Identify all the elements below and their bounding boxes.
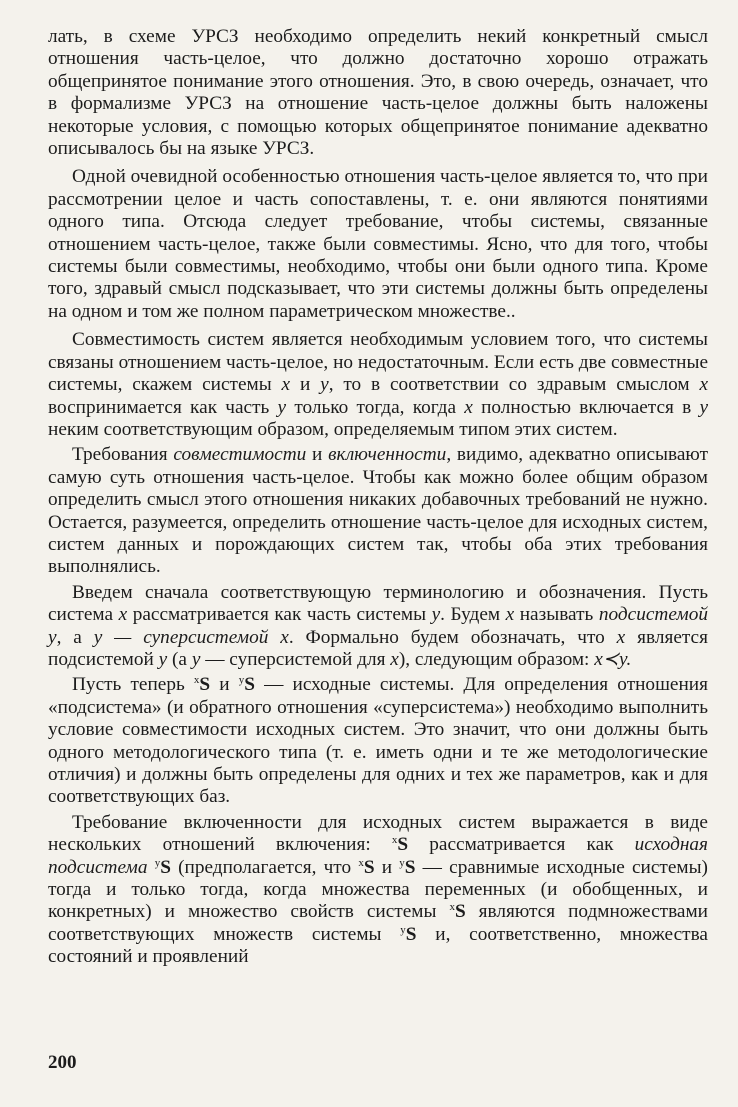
paragraph-4: Требования совместимости и включенности, видимо, адекватно описывают самую суть отношения часть-целое. Чтобы как можно более общим образом определить смысл этого отношения никаких добавочных требований не нужно. Остается, разумеется, определить отношение часть-целое для исходных систем, систем данных и порождающих систем так, чтобы оба этих требования выполнялись. [48,444,708,578]
paragraph-7: Требование включенности для исходных систем выражается в виде нескольких отношений включения: $^x$S рассматривается как исходная подсистема $^y$S (предполагается, что $^x$S и $^y$S — сравнимые исходные системы) тогда и только тогда, когда множества переменных (и обобщенных, и конкретных) и множество свойств системы $^x$S являются подмножествами соответствующих множеств системы $^y$S и, соответственно, множества состояний и проявлений [48,811,708,968]
paragraph-3: Совместимость систем является необходимым условием того, что системы связаны отношением часть-целое, но недостаточным. Если есть две совместные системы, скажем системы x и y, то в соответствии со здравым смыслом x воспринимается как часть y только тогда, когда x полностью включается в y неким соответствующим образом, определяемым типом этих систем. [48,329,709,440]
paragraph-6: Пусть теперь $^x$S и $^y$S — исходные системы. Для определения отношения «подсистема» (и обратного отношения «суперсистема») необходимо выполнить условие совместимости исходных систем. Это значит, что они должны быть одного методологического типа (т. е. иметь одни и те же методологические отличия) и должны быть определены для одних и тех же параметров, как и для соответствующих баз. [48,674,708,808]
page-number: 200 [48,1052,77,1073]
paragraph-2: Одной очевидной особенностью отношения часть-целое является то, что при рассмотрении целое и часть сопоставлены, т. е. они являются понятиями одного типа. Отсюда следует требование, чтобы системы, связанные отношением часть-целое, также были совместимы. Ясно, что для того, чтобы системы были совместимы, необходимо, чтобы они были одного типа. Кроме того, здравый смысл подсказывает, что эти системы должны быть определены на одном и том же полном параметрическом множестве.. [48,166,708,322]
paragraph-5: Введем сначала соответствующую терминологию и обозначения. Пусть система x рассматривается как часть системы y. Будем x называть подсистемой y, а y — суперсистемой x. Формально будем обозначать, что x является подсистемой y (а y — суперсистемой для x), следующим образом: x≺y. [48,581,708,670]
paragraph-1: лать, в схеме УРСЗ необходимо определить некий конкретный смысл отношения часть-целое, что должно достаточно хорошо отражать общепринятое понимание этого отношения. Это, в свою очередь, означает, что в формализме УРСЗ на отношение часть-целое должны быть наложены некоторые условия, с помощью которых общепринятое понимание адекватно описывалось бы на языке УРСЗ. [48,26,708,160]
document-page [48,26,708,1086]
